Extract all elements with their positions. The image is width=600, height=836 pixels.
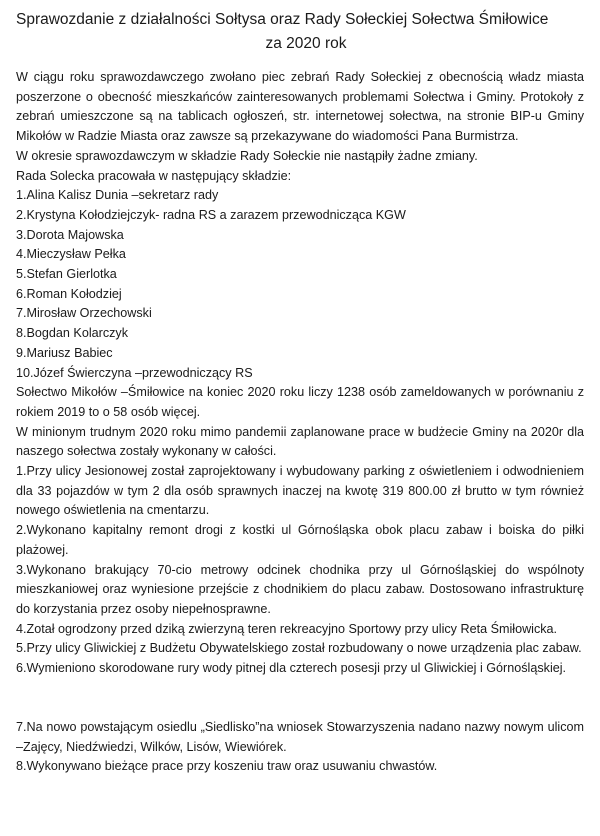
- works-list: [16, 462, 584, 679]
- intro-paragraph: W ciągu roku sprawozdawczego zwołano piec zebrań Rady Sołeckiej z obecnością władz miasta poszerzone o obecność mieszkańców zainteresowanych problemami Sołectwa i Gminy. Protokoły z zebrań umieszczone są na tablicach ogłoszeń, str. internetowej sołectwa, na stronie BIP-u Gminy Mikołów w Radzie Miasta oraz zawsze są przekazywane do wiadomości Pana Burmistrza.: [16, 70, 584, 144]
- blank-space: [16, 679, 584, 718]
- work-item: 8.Wykonywano bieżące prace przy koszeniu traw oraz usuwaniu chwastów.: [16, 759, 438, 774]
- title-line-2: za 2020 rok: [265, 35, 347, 52]
- council-member: 3.Dorota Majowska: [16, 227, 124, 242]
- council-intro-paragraph: Rada Solecka pracowała w następujący składzie:: [16, 168, 292, 183]
- document-body: [16, 68, 584, 777]
- work-item: 6.Wymieniono skorodowane rury wody pitnej dla czterech posesji przy ul Gliwickiej i Górnośląskiej.: [16, 661, 567, 676]
- work-item: 2.Wykonano kapitalny remont drogi z kostki ul Górnośląska obok placu zabaw i boiska do piłki plażowej.: [16, 523, 584, 557]
- work-item: 4.Zotał ogrodzony przed dziką zwierzyną teren rekreacyjno Sportowy przy ulicy Reta Śmiłowicka.: [16, 621, 558, 636]
- council-member: 7.Mirosław Orzechowski: [16, 306, 152, 321]
- council-member: 1.Alina Kalisz Dunia –sekretarz rady: [16, 188, 219, 203]
- work-item: 7.Na nowo powstającym osiedlu „Siedlisko”na wniosek Stowarzyszenia nadano nazwy nowym ulicom –Zajęcy, Niedźwiedzi, Wilków, Lisów, Wiewiórek.: [16, 719, 584, 754]
- council-member: 10.Józef Świerczyna –przewodniczący RS: [16, 365, 253, 380]
- no-changes-paragraph: W okresie sprawozdawczym w składzie Rady Sołeckie nie nastąpiły żadne zmiany.: [16, 148, 478, 163]
- council-member: 2.Krystyna Kołodziejczyk- radna RS a zarazem przewodnicząca KGW: [16, 207, 406, 222]
- council-member: 5.Stefan Gierlotka: [16, 267, 117, 282]
- population-paragraph: Sołectwo Mikołów –Śmiłowice na koniec 2020 roku liczy 1238 osób zameldowanych w porównaniu z rokiem 2019 to o 58 osób więcej.: [16, 385, 584, 419]
- council-member: 4.Mieczysław Pełka: [16, 247, 126, 262]
- pandemic-paragraph: W minionym trudnym 2020 roku mimo pandemii zaplanowane prace w budżecie Gminy na 2020r dla naszego sołectwa zostały wykonany w całości.: [16, 424, 584, 459]
- work-item: 5.Przy ulicy Gliwickiej z Budżetu Obywatelskiego został rozbudowany o nowe urządzenia plac zabaw.: [16, 641, 582, 656]
- council-member: 6.Roman Kołodziej: [16, 286, 122, 301]
- council-member: 9.Mariusz Babiec: [16, 345, 113, 360]
- council-members-list: [16, 186, 584, 383]
- work-item: 3.Wykonano brakujący 70-cio metrowy odcinek chodnika przy ul Górnośląskiej do wspólnoty mieszkaniowej oraz wyniesione przejście z chodnikiem do placu zabaw. Dostosowano infrastrukturę do korzystania przez osoby niepełnosprawne.: [16, 562, 584, 616]
- document-title: [16, 10, 596, 52]
- works-list-continued: [16, 718, 584, 777]
- work-item: 1.Przy ulicy Jesionowej został zaprojektowany i wybudowany parking z oświetleniem i odwodnieniem dla 33 pojazdów w tym 2 dla osób sprawnych inaczej na kwotę 319 800.00 zł brutto w tym również nowego oświetlenia na cmentarzu.: [16, 464, 584, 518]
- council-member: 8.Bogdan Kolarczyk: [16, 326, 129, 341]
- title-line-1: Sprawozdanie z działalności Sołtysa oraz Rady Sołeckiej Sołectwa Śmiłowice: [16, 11, 549, 28]
